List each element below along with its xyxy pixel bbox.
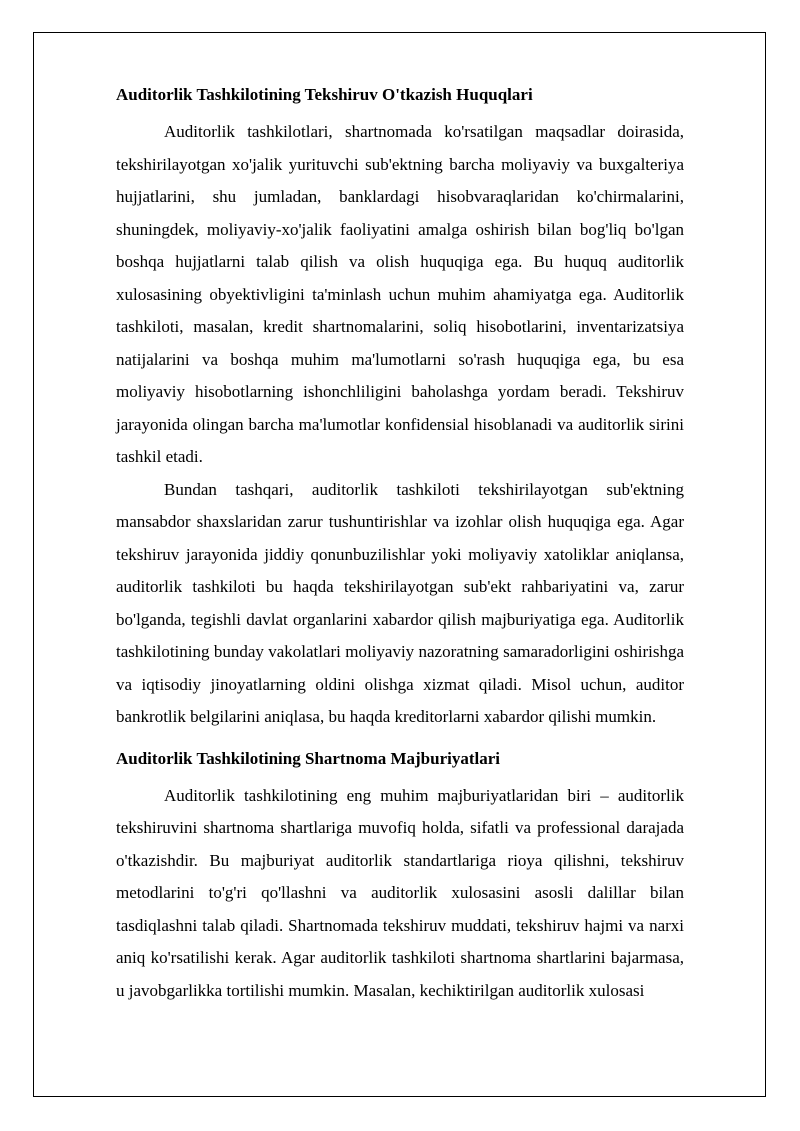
paragraph-rights-explanations: Bundan tashqari, auditorlik tashkiloti tekshirilayotgan sub'ektning mansabdor shaxslaridan zarur tushuntirishlar va izohlar olish huquqiga ega. Agar tekshiruv jarayonida jiddiy qonunbuzilishlar yoki moliyaviy xatoliklar aniqlansa, auditorlik tashkiloti bu haqda tekshirilayotgan sub'ekt rahbariyatini va, zarur bo'lganda, tegishli davlat organlarini xabardor qilish majburiyatiga ega. Auditorlik tashkilotining bunday vakolatlari moliyaviy nazoratning samaradorligini oshirishga va iqtisodiy jinoyatlarning oldini olishga xizmat qiladi. Misol uchun, auditor bankrotlik belgilarini aniqlasa, bu haqda kreditorlarni xabardor qilishi mumkin. [116, 479, 684, 726]
page-frame [33, 32, 766, 1097]
section-heading-obligations: Auditorlik Tashkilotining Shartnoma Majburiyatlari [116, 748, 500, 768]
section-heading-rights: Auditorlik Tashkilotining Tekshiruv O'tkazish Huquqlari [116, 85, 533, 104]
paragraph-rights-documents: Auditorlik tashkilotlari, shartnomada ko'rsatilgan maqsadlar doirasida, tekshirilayotgan xo'jalik yurituvchi sub'ektning barcha moliyaviy va buxgalteriya hujjatlarini, shu jumladan, banklardagi hisobvaraqlaridan ko'chirmalarini, shuningdek, moliyaviy-xo'jalik faoliyatini amalga oshirish bilan bog'liq bo'lgan boshqa hujjatlarni talab qilish va olish huquqiga ega. Bu huquq auditorlik xulosasining obyektivligini ta'minlash uchun muhim ahamiyatga ega. Auditorlik tashkiloti, masalan, kredit shartnomalarini, soliq hisobotlarini, inventarizatsiya natijalarini va boshqa muhim ma'lumotlarni so'rash huquqiga ega, bu esa moliyaviy hisobotlarning ishonchliligini baholashga yordam beradi. Tekshiruv jarayonida olingan barcha ma'lumotlar konfidensial hisoblanadi va auditorlik sirini tashkil etadi. [116, 122, 684, 466]
paragraph-obligations-quality: Auditorlik tashkilotining eng muhim majburiyatlaridan biri – auditorlik tekshiruvini shartnoma shartlariga muvofiq holda, sifatli va professional darajada o'tkazishdir. Bu majburiyat auditorlik standartlariga rioya qilishni, tekshiruv metodlarini to'g'ri qo'llashni va auditorlik xulosasini asosli dalillar bilan tasdiqlashni talab qiladi. Shartnomada tekshiruv muddati, tekshiruv hajmi va narxi aniq ko'rsatilishi kerak. Agar auditorlik tashkiloti shartnoma shartlarini bajarmasa, u javobgarlikka tortilishi mumkin. Masalan, kechiktirilgan auditorlik xulosasi [116, 785, 684, 1000]
document-body [116, 84, 684, 1007]
